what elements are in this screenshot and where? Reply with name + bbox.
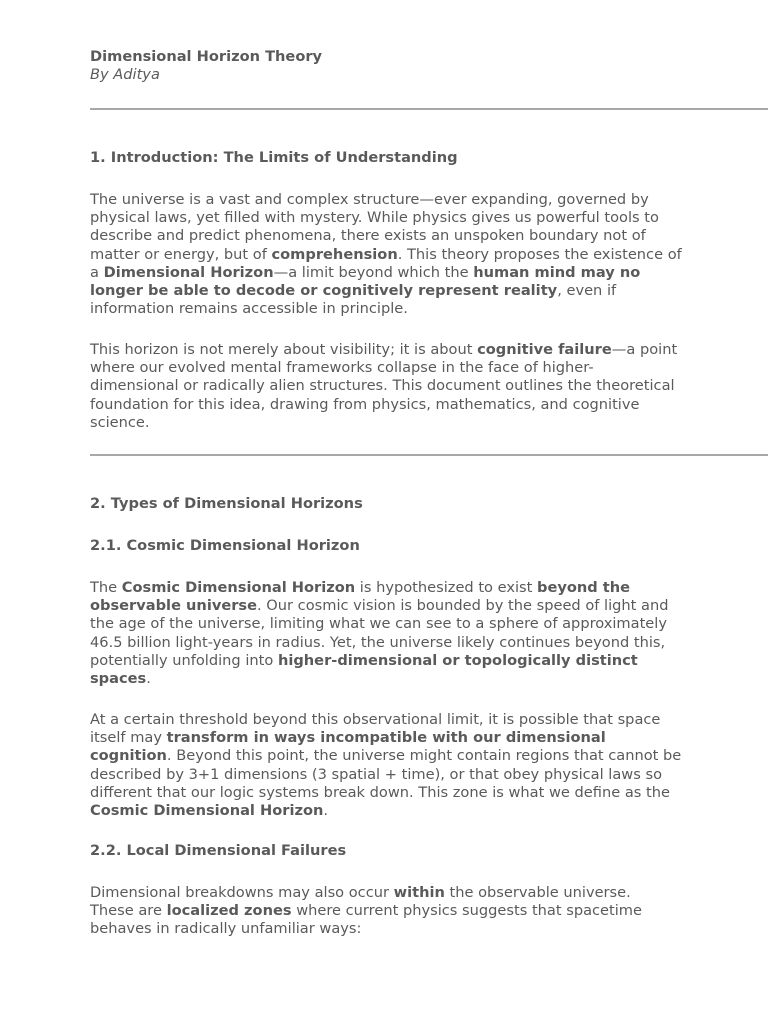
text-run: . Beyond this point, the universe might contain regions that cannot be described by 3+1 dimensions (3 spatial + time), or that obey physical laws so different that our logic systems break down. This zone is what we define as the — [90, 747, 682, 801]
bold-text: Dimensional Horizon — [103, 263, 274, 281]
text-run: This horizon is not merely about visibility; it is about — [90, 341, 478, 358]
text-run: At a certain threshold beyond this observational limit, it is possible that space itself may — [90, 711, 661, 747]
section-1-heading: 1. Introduction: The Limits of Understanding — [90, 149, 458, 166]
text-run: . This theory proposes the existence of a — [90, 245, 682, 281]
section-2 — [90, 495, 690, 513]
text-run: —a point where our evolved mental frameworks collapse in the face of higher-dimensional or radically alien structures. This document outlines the theoretical foundation for this idea, drawing from physics, mathematics, and cognitive science. — [90, 341, 678, 431]
text-run: . — [146, 670, 151, 688]
bold-text: cognitive failure — [477, 341, 612, 358]
subsection-2-2 — [90, 842, 690, 860]
text-run: , even if information remains accessible in principle. — [90, 282, 617, 318]
bold-text: Cosmic Dimensional Horizon — [121, 579, 356, 596]
text-run: the observable universe. These are — [90, 884, 631, 920]
bold-text: within — [393, 884, 445, 901]
bold-text: transform in ways incompatible with our dimensional cognition — [90, 729, 606, 765]
subsection-2-2-paragraph-1 — [90, 884, 670, 939]
document-author: By Aditya — [90, 66, 160, 83]
subsection-2-1-paragraph-2 — [90, 711, 690, 820]
text-run: The universe is a vast and complex structure—ever expanding, governed by physical laws, yet filled with mystery. While physics gives us powerful tools to describe and predict phenomena, there exists an unspoken boundary not of matter or energy, but of — [90, 191, 659, 263]
bold-text: comprehension — [271, 245, 398, 263]
document-title: Dimensional Horizon Theory — [90, 48, 323, 65]
text-run: Dimensional breakdowns may also occur — [90, 884, 394, 901]
bold-text: higher-dimensional or topologically distinct spaces — [90, 651, 638, 688]
section-1-paragraph-2 — [90, 341, 680, 432]
text-run: —a limit beyond which the — [273, 263, 474, 281]
section-1 — [90, 149, 690, 167]
subsection-2-1-heading: 2.1. Cosmic Dimensional Horizon — [90, 537, 360, 554]
title-block — [90, 48, 322, 84]
horizontal-rule — [90, 108, 768, 110]
text-run: . Our cosmic vision is bounded by the speed of light and the age of the universe, limiting what we can see to a sphere of approximately 46.5 billion light-years in radius. Yet, the universe likely continues beyond this, potentially unfolding into — [90, 597, 669, 669]
text-run: where current physics suggests that spacetime behaves in radically unfamiliar ways: — [90, 902, 643, 938]
bold-text: localized zones — [166, 902, 292, 920]
bold-text: Cosmic Dimensional Horizon — [90, 802, 324, 820]
horizontal-rule — [90, 454, 768, 456]
section-1-paragraph-1 — [90, 191, 690, 318]
subsection-2-2-heading: 2.2. Local Dimensional Failures — [90, 842, 347, 859]
bold-text: human mind may no longer be able to decode or cognitively represent reality — [90, 263, 641, 300]
text-run: . — [323, 802, 328, 820]
bold-text: beyond the observable universe — [90, 579, 631, 615]
text-run: The — [90, 579, 122, 596]
subsection-2-1-paragraph-1 — [90, 579, 682, 688]
section-2-heading: 2. Types of Dimensional Horizons — [90, 495, 363, 512]
text-run: is hypothesized to exist — [355, 579, 537, 596]
subsection-2-1 — [90, 537, 690, 555]
